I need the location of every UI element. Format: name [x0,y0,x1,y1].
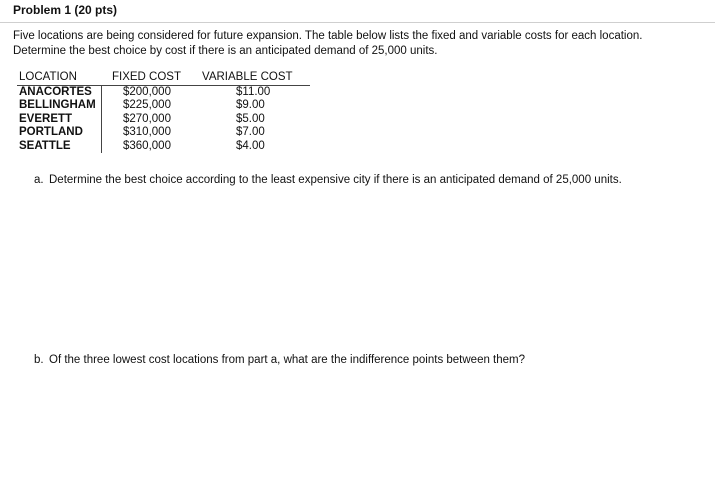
variable-cost-cell: $9.00 [236,99,265,111]
title-divider [0,22,715,23]
variable-cost-cell: $4.00 [236,140,265,152]
location-cell: SEATTLE [19,140,71,152]
question-a-marker: a. [34,174,44,186]
fixed-cost-cell: $270,000 [123,113,171,125]
header-variable-cost: VARIABLE COST [202,71,293,83]
intro-line-2: Determine the best choice by cost if there is an anticipated demand of 25,000 units. [13,45,438,57]
question-a-text: Determine the best choice according to the least expensive city if there is an anticipated demand of 25,000 units. [49,174,622,186]
fixed-cost-cell: $310,000 [123,126,171,138]
table-row [17,126,310,140]
intro-line-1: Five locations are being considered for future expansion. The table below lists the fixed and variable costs for each location. [13,30,643,42]
location-cell: EVERETT [19,113,73,125]
question-b [34,354,525,366]
fixed-cost-cell: $225,000 [123,99,171,111]
variable-cost-cell: $7.00 [236,126,265,138]
problem-intro [13,29,642,59]
location-cell: BELLINGHAM [19,99,96,111]
header-fixed-cost: FIXED COST [112,71,182,83]
question-a [34,174,622,186]
question-b-text: Of the three lowest cost locations from part a, what are the indifference points between them? [49,354,526,366]
table-row [17,140,310,154]
fixed-cost-cell: $200,000 [123,86,171,98]
table-row [17,113,310,127]
table-row [17,86,310,100]
variable-cost-cell: $5.00 [236,113,265,125]
problem-title: Problem 1 (20 pts) [13,3,118,17]
location-cell: ANACORTES [19,86,92,98]
table-row [17,99,310,113]
variable-cost-cell: $11.00 [236,86,271,98]
question-b-marker: b. [34,354,44,366]
fixed-cost-cell: $360,000 [123,140,171,152]
location-cell: PORTLAND [19,126,83,138]
header-location: LOCATION [19,71,77,83]
